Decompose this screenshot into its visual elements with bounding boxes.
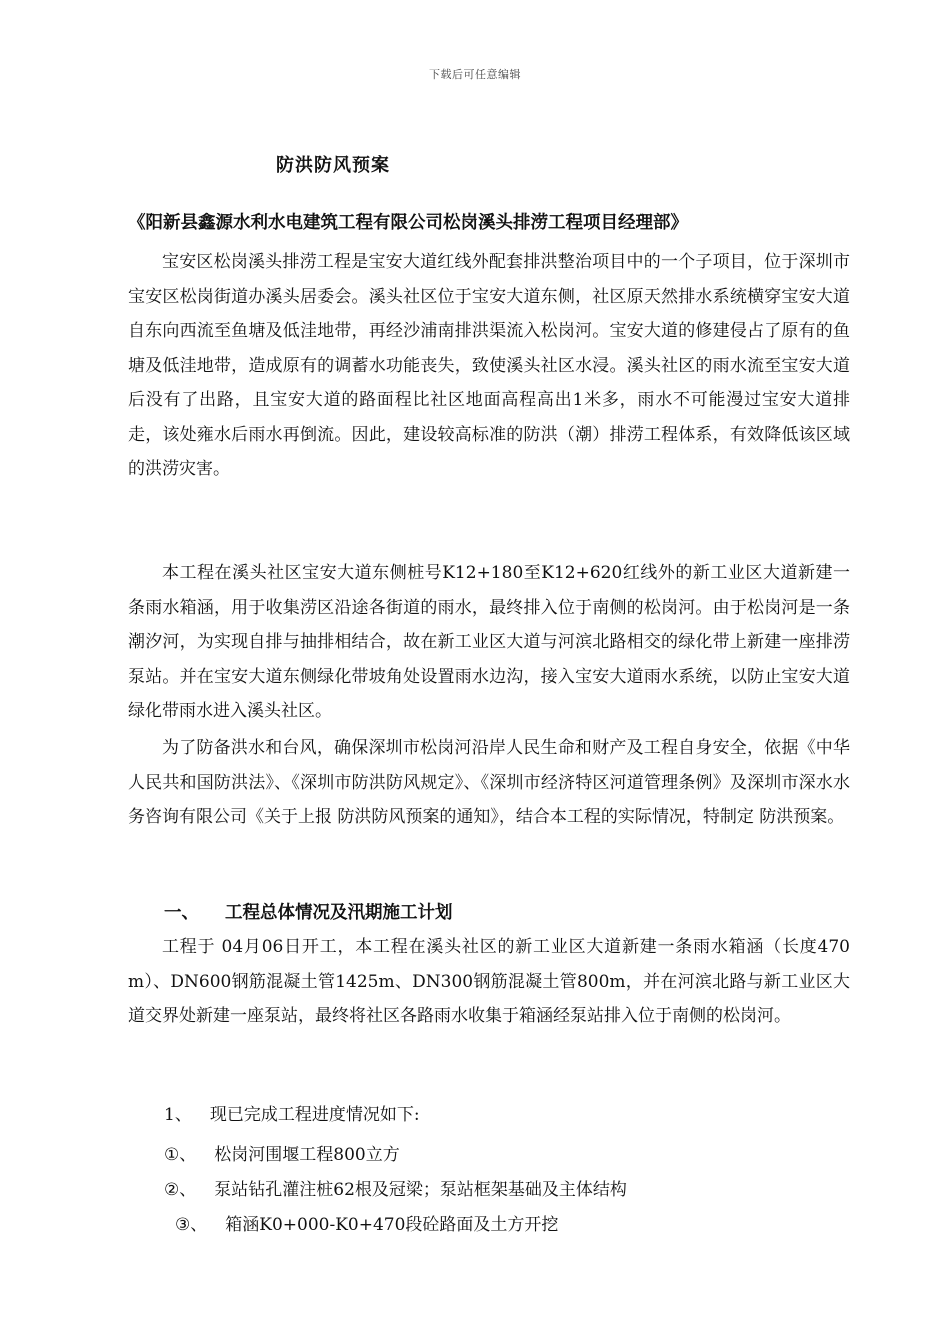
paragraph-project-background: 宝安区松岗溪头排涝工程是宝安大道红线外配套排洪整治项目中的一个子项目，位于深圳市宝安区松岗街道办溪头居委会。溪头社区位于宝安大道东侧，社区原天然排水系统横穿宝安大道自东向西流至鱼塘及低洼地带，再经沙浦南排洪渠流入松岗河。宝安大道的修建侵占了原有的鱼塘及低洼地带，造成原有的调蓄水功能丧失，致使溪头社区水浸。溪头社区的雨水流至宝安大道后没有了出路，且宝安大道的路面程比社区地面高程高出1米多，雨水不可能漫过宝安大道排走，该处雍水后雨水再倒流。因此，建设较高标准的防洪（潮）排涝工程体系，有效降低该区域的洪涝灾害。	[128, 252, 850, 479]
progress-item	[164, 1175, 627, 1200]
progress-item-number: ③、	[175, 1215, 208, 1235]
progress-item-text: 松岗河围堰工程800立方	[214, 1145, 400, 1165]
header-note: 下载后可任意编辑	[429, 68, 521, 81]
progress-item-number: ①、	[164, 1145, 197, 1165]
progress-item-text: 泵站钻孔灌注桩62根及冠梁；泵站框架基础及主体结构	[214, 1180, 627, 1200]
progress-heading-text: 现已完成工程进度情况如下:	[209, 1105, 420, 1125]
paragraph-project-scope: 本工程在溪头社区宝安大道东侧桩号K12+180至K12+620红线外的新工业区大道新建一条雨水箱涵，用于收集涝区沿途各街道的雨水，最终排入位于南侧的松岗河。由于松岗河是一条潮汐河，为实现自排与抽排相结合，故在新工业区大道与河滨北路相交的绿化带上新建一座排涝泵站。并在宝安大道东侧绿化带坡角处设置雨水边沟，接入宝安大道雨水系统，以防止宝安大道绿化带雨水进入溪头社区。	[128, 563, 850, 721]
section-title: 工程总体情况及汛期施工计划	[225, 903, 453, 923]
progress-item	[164, 1140, 400, 1165]
progress-heading	[164, 1100, 420, 1125]
progress-item-text: 箱涵K0+000-K0+470段砼路面及土方开挖	[225, 1215, 559, 1235]
progress-heading-number: 1、	[164, 1105, 192, 1125]
document-title: 防洪防风预案	[276, 155, 390, 176]
section-heading	[164, 899, 453, 924]
document-subtitle: 《阳新县鑫源水利水电建筑工程有限公司松岗溪头排涝工程项目经理部》	[128, 213, 688, 233]
paragraph-plan-basis: 为了防备洪水和台风，确保深圳市松岗河沿岸人民生命和财产及工程自身安全，依据《中华人民共和国防洪法》、《深圳市防洪防风规定》、《深圳市经济特区河道管理条例》及深圳市深水水务咨询有限公司《关于上报 防洪防风预案的通知》，结合本工程的实际情况，特制定 防洪预案。	[128, 738, 850, 827]
progress-item	[175, 1210, 558, 1235]
section-number: 一、	[164, 903, 199, 923]
progress-item-number: ②、	[164, 1180, 197, 1200]
paragraph-construction-overview: 工程于 04月06日开工，本工程在溪头社区的新工业区大道新建一条雨水箱涵（长度470 m）、DN600钢筋混凝土管1425m、DN300钢筋混凝土管800m，并在河滨北路与新工业区大道交界处新建一座泵站，最终将社区各路雨水收集于箱涵经泵站排入位于南侧的松岗河。	[128, 937, 850, 1026]
